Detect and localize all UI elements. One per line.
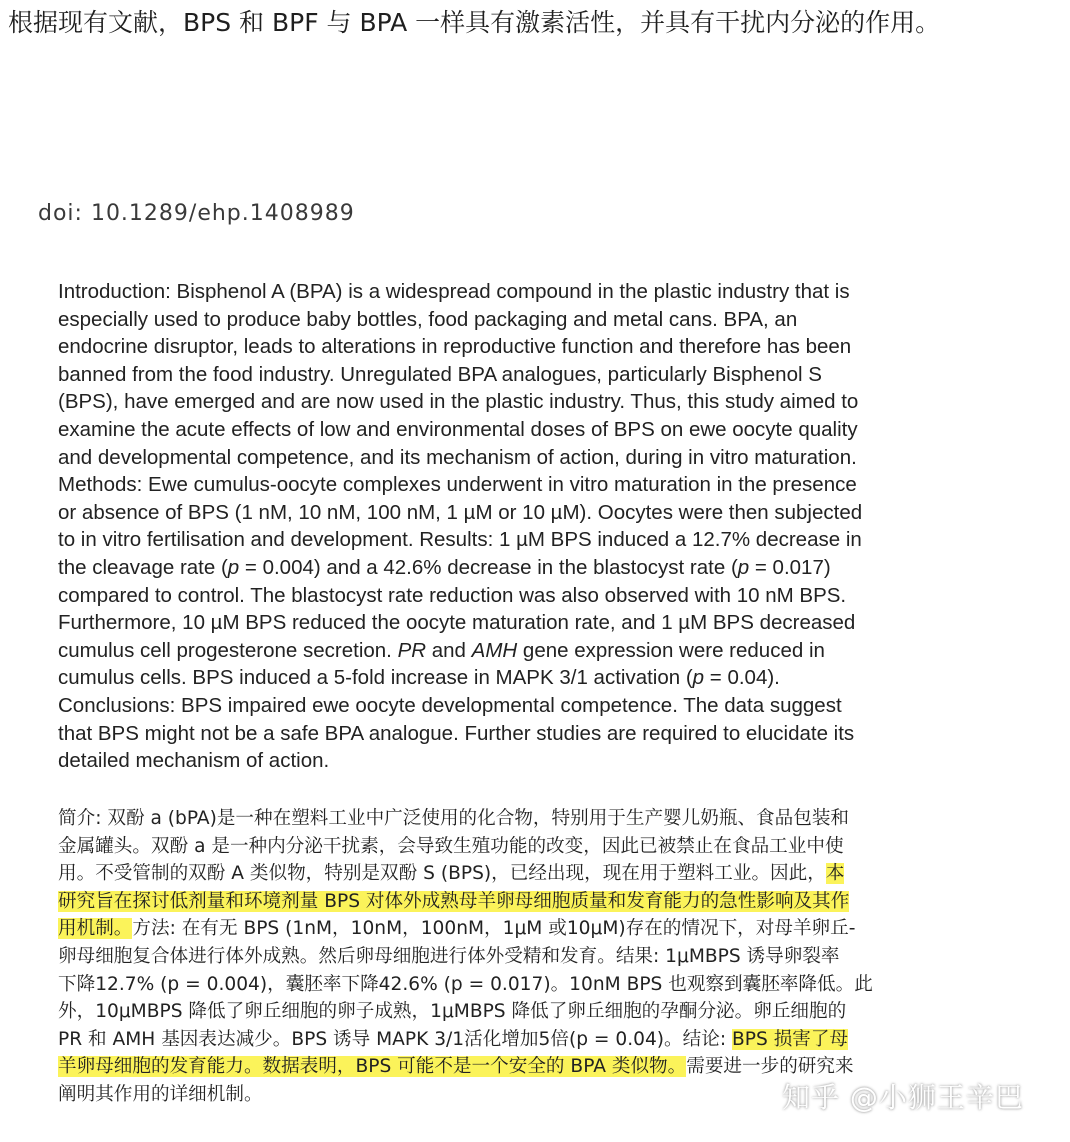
en-text: and bbox=[426, 638, 472, 662]
en-line: endocrine disruptor, leads to alterations in reproductive function and therefore has been bbox=[58, 335, 852, 359]
en-text: the cleavage rate ( bbox=[58, 555, 228, 579]
zh-text: PR 和 AMH 基因表达减少。BPS 诱导 MAPK 3/1活化增加5倍(p = 0.04)。结论: bbox=[58, 1028, 733, 1050]
en-line: especially used to produce baby bottles, food packaging and metal cans. BPA, an bbox=[58, 307, 798, 331]
italic-term: p bbox=[227, 555, 240, 579]
zh-text: 用。不受管制的双酚 A 类似物，特别是双酚 S (BPS)，已经出现，现在用于塑料工业。因此， bbox=[58, 863, 826, 885]
highlighted-text: 研究旨在探讨低剂量和环境剂量 BPS 对体外成熟母羊卵母细胞质量和发育能力的急性影响及其作 bbox=[58, 890, 850, 912]
en-line: Furthermore, 10 µM BPS reduced the oocyte maturation rate, and 1 µM BPS decreased bbox=[58, 611, 856, 635]
highlighted-text: 用机制。 bbox=[58, 918, 133, 940]
zh-line bbox=[58, 1026, 958, 1054]
zh-line bbox=[58, 888, 958, 916]
italic-term: PR bbox=[397, 638, 427, 662]
zh-line: 外，10μMBPS 降低了卵丘细胞的卵子成熟，1μMBPS 降低了卵丘细胞的孕酮分泌。卵丘细胞的 bbox=[58, 1001, 847, 1023]
en-line: Introduction: Bisphenol A (BPA) is a widespread compound in the plastic industry that is bbox=[58, 280, 850, 303]
zh-line: 下降12.7% (p = 0.004)，囊胚率下降42.6% (p = 0.017)。10nM BPS 也观察到囊胚率降低。此 bbox=[58, 973, 873, 995]
en-text: = 0.017) bbox=[749, 555, 831, 579]
doi-text[interactable]: doi: 10.1289/ehp.1408989 bbox=[38, 201, 355, 226]
en-text: gene expression were reduced in bbox=[517, 638, 825, 662]
italic-term: p bbox=[737, 555, 750, 579]
highlighted-text: BPS 损害了母 bbox=[732, 1028, 849, 1050]
italic-term: AMH bbox=[471, 638, 518, 662]
abstract-screenshot bbox=[0, 270, 1070, 1142]
en-line: examine the acute effects of low and environmental doses of BPS on ewe oocyte quality bbox=[58, 417, 858, 441]
en-line: and developmental competence, and its mechanism of action, during in vitro maturation. bbox=[58, 445, 857, 469]
en-text: = 0.004) and a 42.6% decrease in the blastocyst rate ( bbox=[239, 555, 738, 579]
en-line: Methods: Ewe cumulus-oocyte complexes underwent in vitro maturation in the presence bbox=[58, 473, 857, 497]
zh-line: 简介: 双酚 a (bPA)是一种在塑料工业中广泛使用的化合物，特别用于生产婴儿奶瓶、食品包装和 bbox=[58, 808, 850, 829]
english-abstract bbox=[58, 278, 958, 775]
en-line bbox=[58, 664, 958, 692]
zh-line bbox=[58, 1053, 958, 1081]
highlighted-text: 羊卵母细胞的发育能力。数据表明，BPS 可能不是一个安全的 BPA 类似物。 bbox=[58, 1056, 687, 1078]
zh-line: 卵母细胞复合体进行体外成熟。然后卵母细胞进行体外受精和发育。结果: 1μMBPS 诱导卵裂率 bbox=[58, 945, 840, 967]
en-line: Conclusions: BPS impaired ewe oocyte developmental competence. The data suggest bbox=[58, 693, 842, 717]
highlighted-text: 本 bbox=[825, 863, 845, 885]
en-line: compared to control. The blastocyst rate reduction was also observed with 10 nM BPS. bbox=[58, 583, 847, 607]
en-line bbox=[58, 554, 958, 582]
en-text: cumulus cells. BPS induced a 5-fold increase in MAPK 3/1 activation ( bbox=[58, 666, 693, 690]
zh-line: 金属罐头。双酚 a 是一种内分泌干扰素，会导致生殖功能的改变，因此已被禁止在食品工业中使 bbox=[58, 835, 844, 857]
en-line bbox=[58, 637, 958, 665]
zhihu-watermark: 知乎 @小狮王辛巴 bbox=[782, 1081, 1024, 1114]
chinese-abstract bbox=[58, 805, 958, 1109]
en-line: that BPS might not be a safe BPA analogue. Further studies are required to elucidate its bbox=[58, 721, 855, 745]
en-line: (BPS), have emerged and are now used in the plastic industry. Thus, this study aimed to bbox=[58, 390, 859, 414]
en-line: or absence of BPS (1 nM, 10 nM, 100 nM, 1 µM or 10 µM). Oocytes were then subjected bbox=[58, 500, 863, 524]
zh-text: 方法: 在有无 BPS (1nM，10nM，100nM，1μM 或10μM)存在的情况下，对母羊卵丘- bbox=[132, 918, 856, 940]
zh-text: 需要进一步的研究来 bbox=[686, 1056, 854, 1078]
italic-term: p bbox=[692, 666, 705, 690]
article-heading: 根据现有文献，BPS 和 BPF 与 BPA 一样具有激素活性，并具有干扰内分泌的作用。 bbox=[8, 8, 941, 37]
en-text: = 0.04). bbox=[704, 666, 780, 690]
zh-line: 阐明其作用的详细机制。 bbox=[58, 1083, 263, 1105]
en-text: cumulus cell progesterone secretion. bbox=[58, 638, 398, 662]
en-line: to in vitro fertilisation and development. Results: 1 µM BPS induced a 12.7% decrease in bbox=[58, 528, 862, 552]
en-line: detailed mechanism of action. bbox=[58, 749, 330, 773]
zh-line bbox=[58, 915, 958, 943]
zh-line bbox=[58, 860, 958, 888]
en-line: banned from the food industry. Unregulated BPA analogues, particularly Bisphenol S bbox=[58, 362, 822, 386]
